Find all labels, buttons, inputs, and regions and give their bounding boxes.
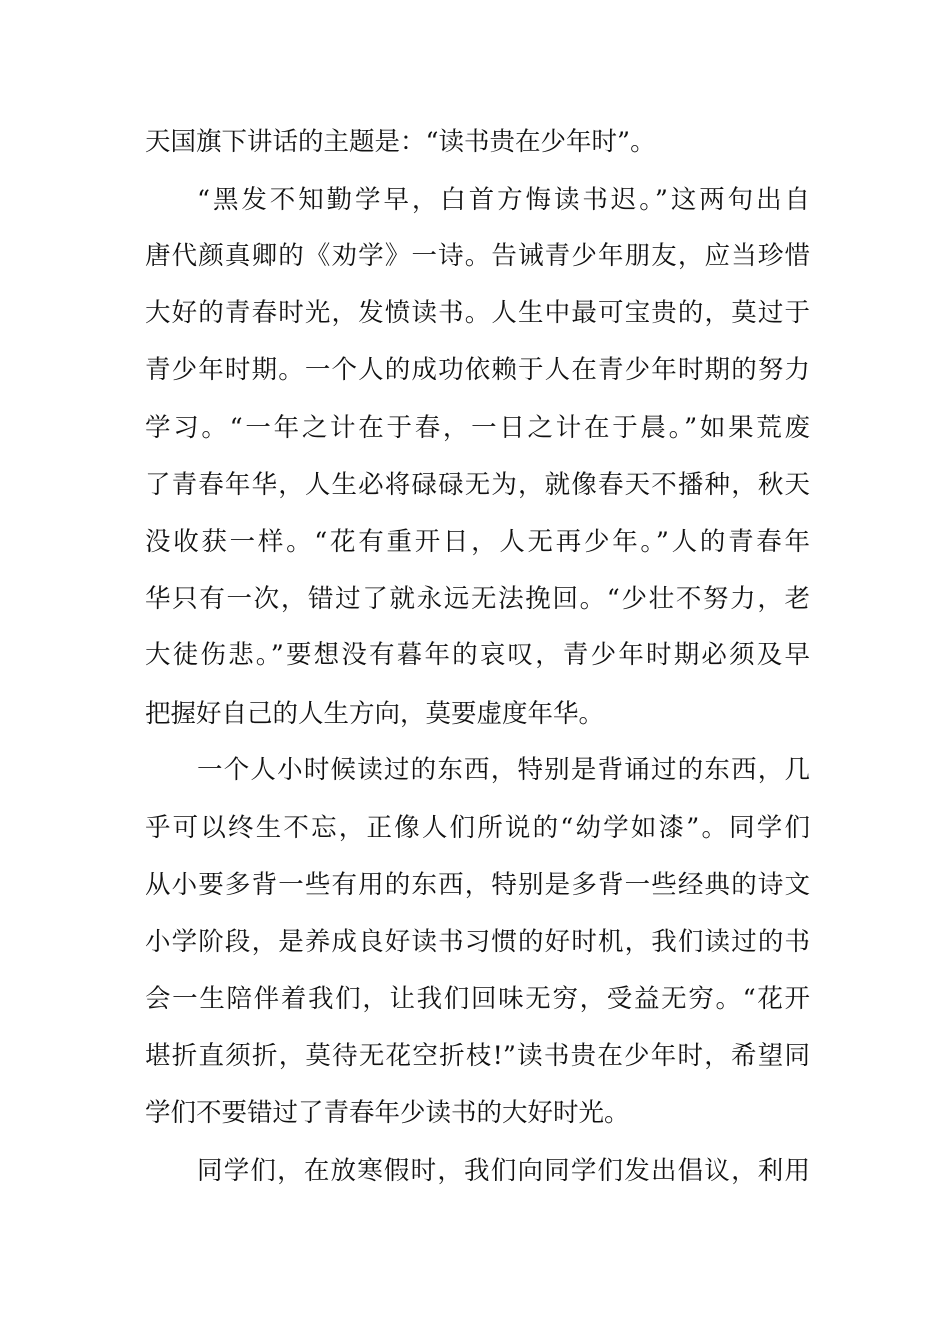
text-line: 青少年时期。一个人的成功依赖于人在青少年时期的努力 (145, 355, 810, 385)
text-line: 了青春年华，人生必将碌碌无为，就像春天不播种，秋天 (145, 470, 810, 500)
paragraph-first-line: 同学们，在放寒假时，我们向同学们发出倡议，利用 (197, 1156, 810, 1186)
text-line: 会一生陪伴着我们，让我们回味无穷，受益无穷。“花开 (145, 984, 810, 1014)
text-line: 堪折直须折，莫待无花空折枝!”读书贵在少年时，希望同 (145, 1041, 810, 1071)
text-line: 乎可以终生不忘，正像人们所说的“幼学如漆”。同学们 (145, 813, 810, 843)
text-line: 华只有一次，错过了就永远无法挽回。“少壮不努力，老 (145, 584, 810, 614)
text-line: 天国旗下讲话的主题是：“读书贵在少年时”。 (145, 127, 656, 157)
text-line: 大徒伤悲。”要想没有暮年的哀叹，青少年时期必须及早 (145, 640, 810, 670)
paragraph-first-line: 一个人小时候读过的东西，特别是背诵过的东西，几 (197, 755, 810, 785)
text-line: 从小要多背一些有用的东西，特别是多背一些经典的诗文 (145, 870, 810, 900)
paragraph-last-line: 把握好自己的人生方向，莫要虚度年华。 (145, 699, 605, 729)
text-line: 大好的青春时光，发愤读书。人生中最可宝贵的，莫过于 (145, 298, 810, 328)
text-line: 唐代颜真卿的《劝学》一诗。告诫青少年朋友，应当珍惜 (145, 241, 810, 271)
text-line: 小学阶段，是养成良好读书习惯的好时机，我们读过的书 (145, 927, 810, 957)
text-line: 没收获一样。“花有重开日，人无再少年。”人的青春年 (145, 527, 810, 557)
paragraph-first-line: “黑发不知勤学早，白首方悔读书迟。”这两句出自 (197, 185, 810, 215)
text-line: 学习。“一年之计在于春，一日之计在于晨。”如果荒废 (145, 413, 810, 443)
paragraph-last-line: 学们不要错过了青春年少读书的大好时光。 (145, 1098, 630, 1128)
